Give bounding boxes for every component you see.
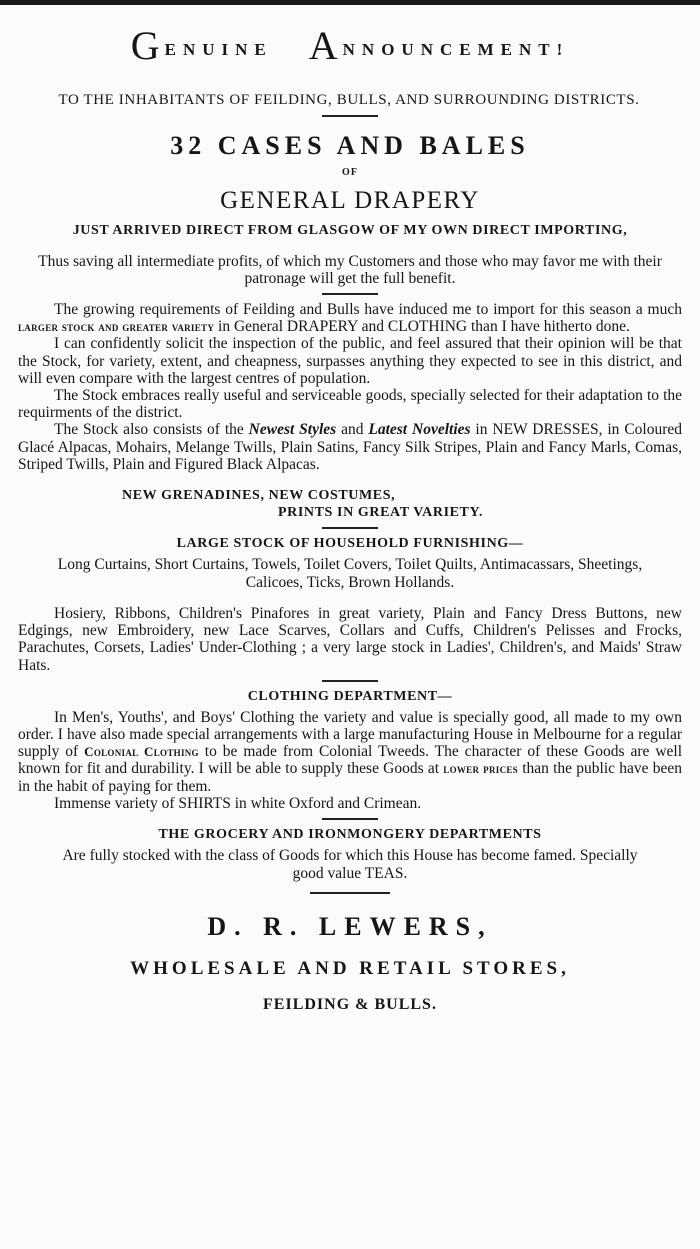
paragraph-new-dresses: The Stock also consists of the Newest Styles and Latest Novelties in NEW DRESSES, in Coloured Glacé Alpacas, Mohairs, Melange Twills, Plain Satins, Fancy Silk Stripes, Plain and Fancy Marls, Comas, Striped Twills, Plain and Figured Black Alpacas.: [18, 421, 683, 473]
divider-rule: [310, 892, 390, 894]
household-items: Long Curtains, Short Curtains, Towels, Toilet Covers, Toilet Quilts, Antimacassars, Sheetings, Calicoes, Ticks, Brown Hollands.: [57, 556, 643, 591]
inhabitants-heading: TO THE INHABITANTS OF FEILDING, BULLS, AND SURROUNDING DISTRICTS.: [58, 92, 640, 108]
title-word-genuine: ENUINE: [164, 40, 273, 59]
grocery-body: Are fully stocked with the class of Goods for which this House has become famed. Specially good value TEAS.: [62, 847, 638, 882]
grenadines-heading-line2: PRINTS IN GREAT VARIETY.: [278, 505, 484, 521]
title-initial-g: G: [130, 23, 165, 68]
paragraph-shirts: Immense variety of SHIRTS in white Oxford and Crimean.: [54, 794, 422, 812]
merchant-name: D. R. LEWERS,: [207, 912, 493, 942]
divider-rule: [322, 293, 378, 295]
title-initial-a: A: [308, 23, 343, 68]
paragraph-stock-embraces: The Stock embraces really useful and serviceable goods, specially selected for their adaptation to the requirments of the district.: [18, 387, 682, 422]
arrived-heading: JUST ARRIVED DIRECT FROM GLASGOW OF MY OWN DIRECT IMPORTING,: [72, 223, 628, 238]
divider-rule: [322, 115, 378, 117]
saving-paragraph: Thus saving all intermediate profits, of which my Customers and those who may favor me with their patronage will get the full benefit.: [38, 253, 662, 287]
top-border-rule: [0, 0, 700, 5]
paragraph-clothing: In Men's, Youths', and Boys' Clothing the variety and value is specially good, all made to my own order. I have also made special arrangements with a large manufacturing House in Melbourne for a regular supply of Colonial Clothing to be made from Colonial Tweeds. The character of these Goods are well known for fit and durability. I will be able to supply these Goods at lower prices than the public have been in the habit of paying for them.: [18, 708, 683, 795]
household-heading: LARGE STOCK OF HOUSEHOLD FURNISHING—: [176, 536, 524, 552]
of-word: OF: [342, 167, 358, 178]
paragraph-requirements: The growing requirements of Feilding and Bulls have induced me to import for this season a much larger stock and greater variety in General DRAPERY and CLOTHING than I have hitherto done.: [18, 301, 682, 336]
location-heading: FEILDING & BULLS.: [263, 996, 437, 1014]
announcement-title: [18, 0, 682, 70]
title-word-announcement: NNOUNCEMENT!: [342, 40, 570, 59]
divider-rule: [322, 680, 378, 682]
grocery-heading: THE GROCERY AND IRONMONGERY DEPARTMENTS: [158, 827, 542, 843]
general-drapery-heading: GENERAL DRAPERY: [220, 187, 480, 214]
divider-rule: [322, 818, 378, 820]
divider-rule: [322, 527, 378, 529]
grenadines-heading-line1: NEW GRENADINES, NEW COSTUMES,: [122, 488, 396, 504]
wholesale-heading: WHOLESALE AND RETAIL STORES,: [130, 958, 570, 980]
clothing-heading: CLOTHING DEPARTMENT—: [247, 688, 453, 704]
paragraph-hosiery: Hosiery, Ribbons, Children's Pinafores in great variety, Plain and Fancy Dress Buttons, new Edgings, new Embroidery, new Lace Scarves, Collars and Cuffs, Children's Pelisses and Frocks, Parachutes, Corsets, Ladies' Under-Clothing ; a very large stock in Ladies', Children's, and Maids' Straw Hats.: [18, 605, 682, 674]
paragraph-inspection: I can confidently solicit the inspection of the public, and feel assured that their opinion will be that the Stock, for variety, extent, and cheapness, surpasses anything they expected to see in this district, and will even compare with the largest centres of population.: [18, 335, 682, 387]
cases-heading: 32 CASES AND BALES: [170, 131, 530, 160]
